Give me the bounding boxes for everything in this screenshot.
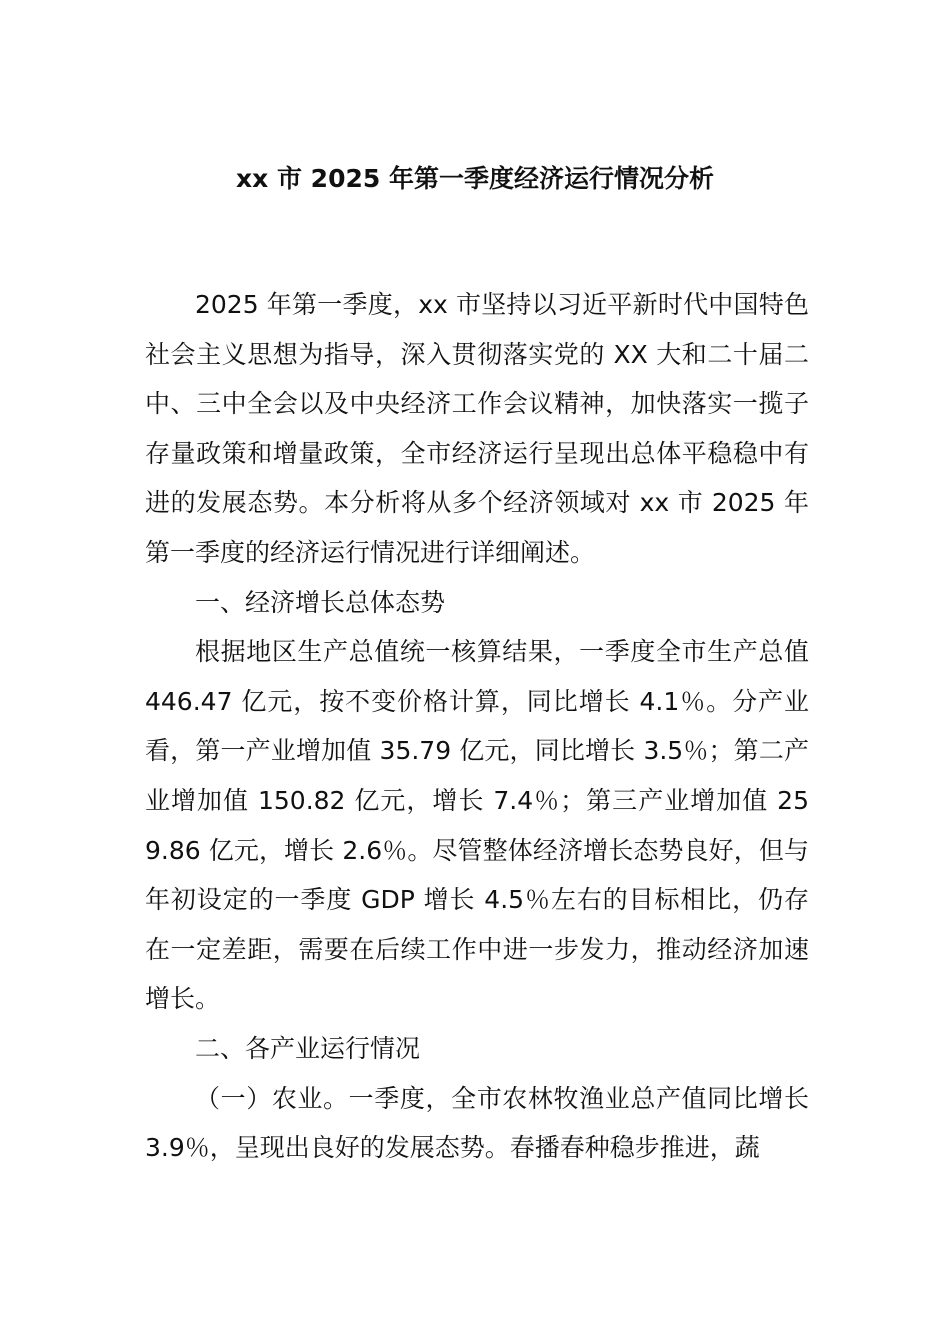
document-title: xx 市 2025 年第一季度经济运行情况分析: [236, 164, 714, 193]
section-heading-industries: 二、各产业运行情况: [195, 1033, 421, 1063]
section-heading-economic-growth: 一、经济增长总体态势: [195, 587, 446, 617]
agriculture-paragraph: （一）农业。一季度，全市农林牧渔业总产值同比增长 3.9％，呈现出良好的发展态势。春播春种稳步推进，蔬: [145, 1083, 809, 1163]
intro-paragraph: 2025 年第一季度，xx 市坚持以习近平新时代中国特色社会主义思想为指导，深入贯彻落实党的 XX 大和二十届二中、三中全会以及中央经济工作会议精神，加快落实一揽子存量政策和增量政策，全市经济运行呈现出总体平稳稳中有进的发展态势。本分析将从多个经济领域对 xx 市 2025 年第一季度的经济运行情况进行详细阐述。: [145, 290, 809, 567]
document-body: [145, 280, 809, 1173]
economic-growth-paragraph: 根据地区生产总值统一核算结果，一季度全市生产总值 446.47 亿元，按不变价格计算，同比增长 4.1％。分产业看，第一产业增加值 35.79 亿元，同比增长 3.5％；第二产业增加值 150.82 亿元，增长 7.4％；第三产业增加值 259.86 亿元，增长 2.6％。尽管整体经济增长态势良好，但与年初设定的一季度 GDP 增长 4.5％左右的目标相比，仍存在一定差距，需要在后续工作中进一步发力，推动经济加速增长。: [145, 637, 809, 1014]
